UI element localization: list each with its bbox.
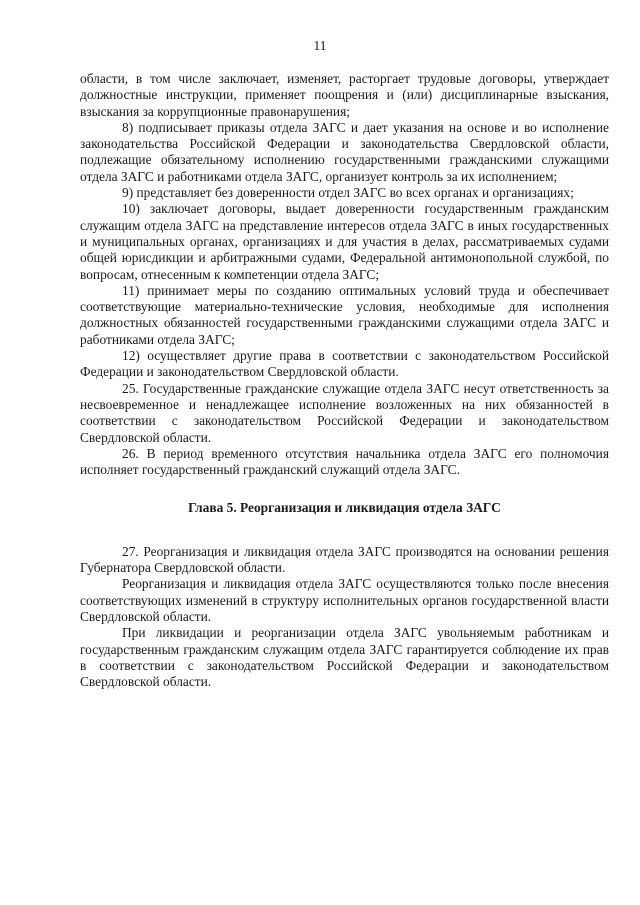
paragraph-item-8: 8) подписывает приказы отдела ЗАГС и дает указания на основе и во исполнение законодательства Российской Федерации и законодательства Свердловской области, подлежащие обязательному исполнению государственными гражданскими служащими отдела ЗАГС и работниками отдела ЗАГС, организует контроль за их исполнением; <box>80 119 609 184</box>
paragraph-clause-26: 26. В период временного отсутствия начальника отдела ЗАГС его полномочия исполняет государственный гражданский служащий отдела ЗАГС. <box>80 445 609 478</box>
paragraph-clause-25: 25. Государственные гражданские служащие отдела ЗАГС несут ответственность за несвоевременное и ненадлежащее исполнение возложенных на них обязанностей в соответствии с законодательством Российской Федерации и законодательством Свердловской области. <box>80 380 609 445</box>
paragraph-item-10: 10) заключает договоры, выдает доверенности государственным гражданским служащим отдела ЗАГС на представление интересов отдела ЗАГС в иных государственных и муниципальных органах, организациях и для участия в делах, рассматриваемых судами общей юрисдикции и арбитражными судами, Федеральной антимонопольной службой, по вопросам, отнесенным к компетенции отдела ЗАГС; <box>80 201 609 282</box>
chapter-heading: Глава 5. Реорганизация и ликвидация отдела ЗАГС <box>188 500 501 516</box>
paragraph-continuation: области, в том числе заключает, изменяет, расторгает трудовые договоры, утверждает должностные инструкции, применяет поощрения и (или) дисциплинарные взыскания, взыскания за коррупционные правонарушения; <box>80 71 609 119</box>
paragraph-liquidation-guarantees: При ликвидации и реорганизации отдела ЗАГС увольняемым работникам и государственным гражданским служащим отдела ЗАГС гарантируется соблюдение их прав в соответствии с законодательством Российской Федерации и законодательством Свердловской области. <box>80 625 609 690</box>
paragraph-item-9: 9) представляет без доверенности отдел ЗАГС во всех органах и организациях; <box>122 185 574 201</box>
page-number: 11 <box>313 38 327 53</box>
paragraph-clause-27: 27. Реорганизация и ликвидация отдела ЗАГС производятся на основании решения Губернатора Свердловской области. <box>80 543 609 576</box>
paragraph-reorganization: Реорганизация и ликвидация отдела ЗАГС осуществляются только после внесения соответствующих изменений в структуру исполнительных органов государственной власти Свердловской области. <box>80 576 609 624</box>
document-body <box>80 71 609 690</box>
paragraph-item-12: 12) осуществляет другие права в соответствии с законодательством Российской Федерации и законодательством Свердловской области. <box>80 348 609 380</box>
paragraph-item-11: 11) принимает меры по созданию оптимальных условий труда и обеспечивает соответствующие материально-технические условия, необходимые для исполнения должностных обязанностей государственными гражданскими служащими отдела ЗАГС и работниками отдела ЗАГС; <box>80 282 609 347</box>
